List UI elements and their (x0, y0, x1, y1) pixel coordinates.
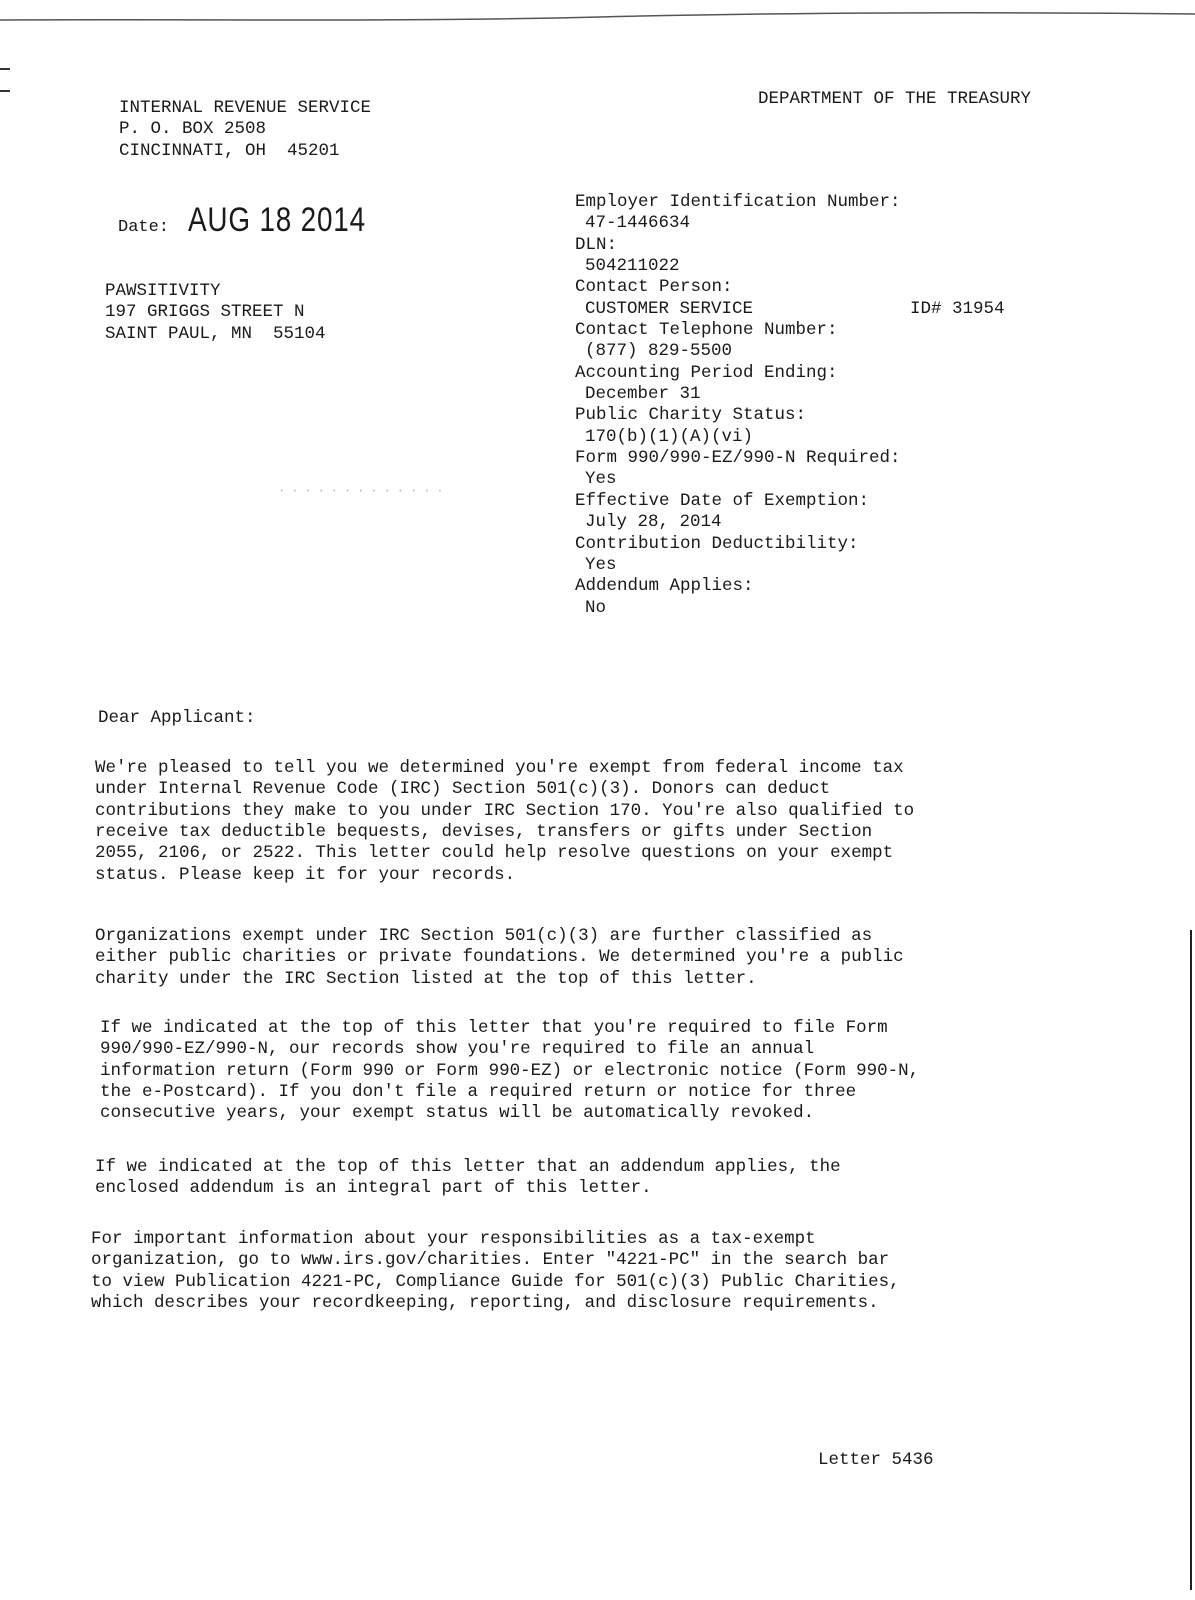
paragraph-line: For important information about your responsibilities as a tax-exempt (91, 1229, 816, 1249)
determination-fields (575, 192, 1005, 619)
sender-line: CINCINNATI, OH 45201 (119, 140, 340, 161)
paragraph-line: under Internal Revenue Code (IRC) Section 501(c)(3). Donors can deduct (95, 779, 831, 800)
paragraph-classification (95, 926, 1075, 990)
paragraph-line: If we indicated at the top of this letter that you're required to file Form (100, 1018, 888, 1038)
accounting-period-label: Accounting Period Ending: (575, 362, 838, 383)
form-required-value: Yes (585, 469, 617, 490)
contact-phone-value: (877) 829-5500 (585, 341, 733, 362)
charity-status-label: Public Charity Status: (575, 405, 807, 426)
paragraph-line: contributions they make to you under IRC Section 170. You're also qualified to (95, 800, 915, 821)
charity-status-value: 170(b)(1)(A)(vi) (585, 426, 754, 447)
paragraph-line: enclosed addendum is an integral part of this letter. (95, 1178, 652, 1199)
paragraph-addendum (95, 1157, 1075, 1200)
effective-date-label: Effective Date of Exemption: (575, 490, 870, 511)
scan-edge-mark (0, 68, 10, 70)
letter-number: Letter 5436 (818, 1450, 934, 1470)
greeting: Dear Applicant: (98, 708, 256, 728)
scan-right-edge (1190, 930, 1192, 1590)
recipient-address (105, 281, 326, 345)
paragraph-filing-requirement (100, 1018, 1080, 1125)
date-stamp: AUG 18 2014 (187, 201, 366, 239)
paragraph-line: which describes your recordkeeping, reporting, and disclosure requirements. (91, 1293, 879, 1314)
ein-label: Employer Identification Number: (575, 192, 901, 212)
paragraph-line: charity under the IRC Section listed at the top of this letter. (95, 968, 757, 989)
paragraph-line: organization, go to www.irs.gov/charities. Enter "4221-PC" in the search bar (91, 1250, 890, 1271)
form-required-label: Form 990/990-EZ/990-N Required: (575, 448, 901, 469)
scan-top-edge (0, 10, 1195, 24)
sender-address (119, 98, 371, 162)
department-heading: DEPARTMENT OF THE TREASURY (758, 89, 1032, 109)
paragraph-line: consecutive years, your exempt status will be automatically revoked. (100, 1103, 815, 1124)
paragraph-line: 990/990-EZ/990-N, our records show you're required to file an annual (100, 1039, 815, 1060)
recipient-line: 197 GRIGGS STREET N (105, 302, 305, 323)
paragraph-line: If we indicated at the top of this letter that an addendum applies, the (95, 1157, 841, 1177)
paragraph-line: receive tax deductible bequests, devises, transfers or gifts under Section (95, 822, 873, 843)
dln-value: 504211022 (585, 256, 680, 277)
paragraph-line: Organizations exempt under IRC Section 501(c)(3) are further classified as (95, 926, 873, 946)
paragraph-exemption (95, 758, 1075, 886)
contact-phone-label: Contact Telephone Number: (575, 320, 838, 341)
paragraph-line: We're pleased to tell you we determined you're exempt from federal income tax (95, 758, 904, 778)
deductibility-label: Contribution Deductibility: (575, 533, 859, 554)
sender-line: P. O. BOX 2508 (119, 119, 267, 140)
addendum-label: Addendum Applies: (575, 576, 754, 597)
effective-date-value: July 28, 2014 (585, 512, 722, 533)
contact-person-row (575, 298, 1005, 320)
addendum-value: No (585, 597, 607, 618)
paragraph-line: to view Publication 4221-PC, Compliance Guide for 501(c)(3) Public Charities, (91, 1271, 900, 1292)
deductibility-value: Yes (585, 554, 617, 575)
scan-speckle: ············· (278, 484, 450, 498)
paragraph-line: the e-Postcard). If you don't file a required return or notice for three (100, 1082, 857, 1103)
recipient-line: SAINT PAUL, MN 55104 (105, 323, 326, 344)
date-line (118, 200, 405, 241)
paragraph-line: 2055, 2106, or 2522. This letter could help resolve questions on your exempt (95, 843, 894, 864)
scan-edge-mark (0, 90, 10, 92)
accounting-period-value: December 31 (585, 384, 701, 405)
ein-value: 47-1446634 (585, 213, 691, 234)
contact-id: ID# 31954 (910, 298, 1005, 319)
date-label: Date: (118, 218, 170, 237)
paragraph-line: information return (Form 990 or Form 990-EZ) or electronic notice (Form 990-N, (100, 1060, 920, 1081)
paragraph-line: either public charities or private foundations. We determined you're a public (95, 947, 904, 968)
paragraph-responsibilities (91, 1229, 1071, 1314)
paragraph-line: status. Please keep it for your records. (95, 864, 516, 885)
dln-label: DLN: (575, 234, 618, 255)
contact-person-label: Contact Person: (575, 277, 733, 298)
sender-line: INTERNAL REVENUE SERVICE (119, 98, 372, 118)
contact-person-value: CUSTOMER SERVICE (585, 298, 754, 319)
recipient-line: PAWSITIVITY (105, 281, 221, 301)
